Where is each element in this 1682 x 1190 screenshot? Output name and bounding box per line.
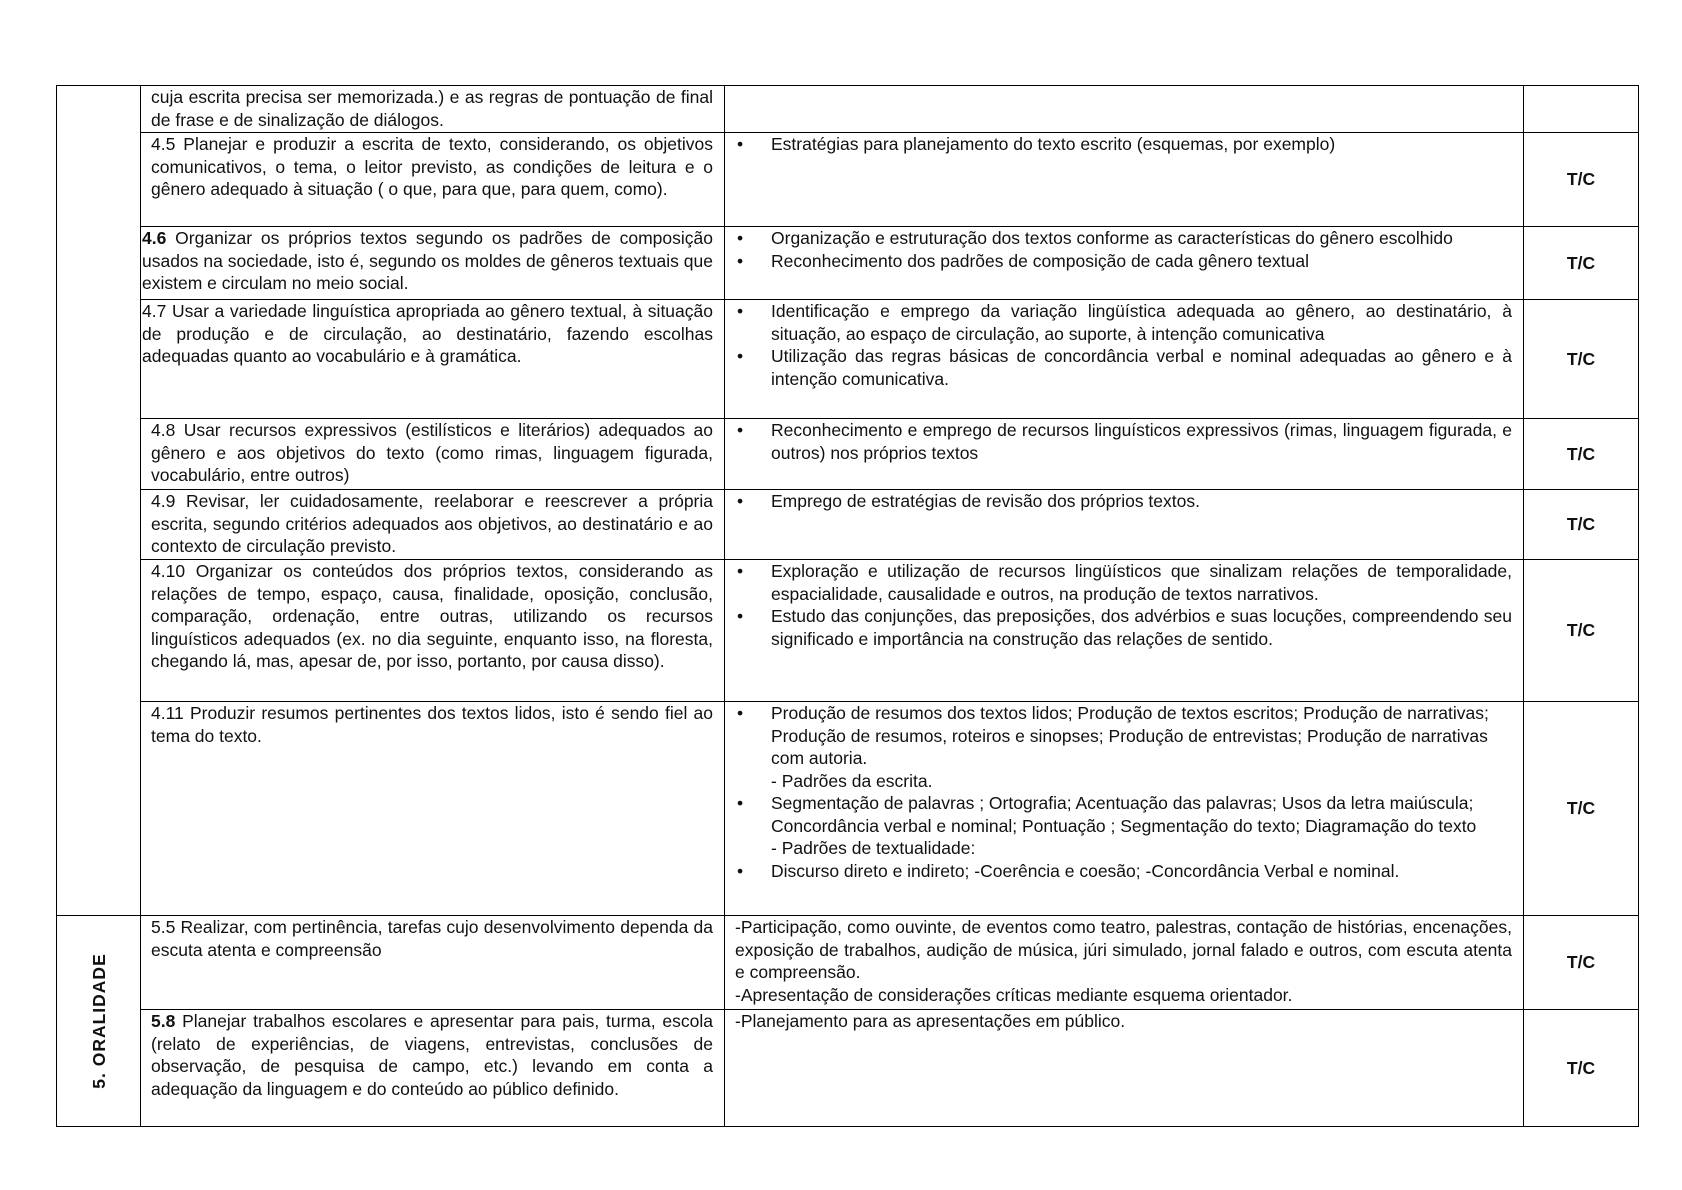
type-cell: [1524, 133, 1639, 227]
skill-text: 4.10 Organizar os conteúdos dos próprios textos, considerando as relações de tempo, espaço, causa, finalidade, oposição, conclusão, comparação, ordenação, entre outras, utilizando os recursos linguísticos adequados (ex. no dia seguinte, enquanto isso, na floresta, chegando lá, mas, apesar de, por isso, portanto, por causa disso).: [151, 561, 713, 671]
content-item: • Organização e estruturação dos textos conforme as características do gênero escolhido: [771, 227, 1512, 250]
content-item: • Exploração e utilização de recursos lingüísticos que sinalizam relações de temporalidade, espacialidade, causalidade e outros, na produção de textos narrativos.: [771, 560, 1512, 605]
content-item: • Reconhecimento e emprego de recursos linguísticos expressivos (rimas, linguagem figurada, e outros) nos próprios textos: [771, 419, 1512, 464]
content-subheading: - Padrões da escrita.: [771, 770, 933, 791]
skill-cell: [141, 133, 725, 227]
content-item: [771, 792, 1512, 860]
content-text: Produção de resumos dos textos lidos; Produção de textos escritos; Produção de narrativas; Produção de resumos, roteiros e sinopses; Produção de entrevistas; Produção de narrativas com autoria.: [771, 703, 1489, 768]
type-cell: [1524, 419, 1639, 490]
type-label: T/C: [1566, 169, 1596, 190]
content-cell: [725, 490, 1524, 560]
section-title: 5. ORALIDADE: [88, 953, 109, 1089]
table-row: [57, 419, 1639, 490]
table-row: [57, 490, 1639, 560]
skill-text: cuja escrita precisa ser memorizada.) e as regras de pontuação de final de frase e de sinalização de diálogos.: [151, 87, 713, 130]
table-row: [57, 560, 1639, 702]
type-cell: [1524, 560, 1639, 702]
table-row: [57, 1010, 1639, 1127]
skill-cell: [141, 916, 725, 1010]
curriculum-table: [56, 85, 1639, 1127]
content-cell: [725, 300, 1524, 419]
skill-cell: [141, 300, 725, 419]
skill-cell: [141, 702, 725, 916]
content-cell: [725, 916, 1524, 1010]
content-item: [771, 702, 1512, 792]
skill-cell: [141, 419, 725, 490]
skill-cell: [141, 1010, 725, 1127]
skill-text: 4.5 Planejar e produzir a escrita de texto, considerando, os objetivos comunicativos, o tema, o leitor previsto, as condições de leitura e o gênero adequado à situação ( o que, para que, para quem, como).: [151, 134, 713, 199]
skill-text: Organizar os próprios textos segundo os padrões de composição usados na sociedade, isto é, segundo os moldes de gêneros textuais que existem e circulam no meio social.: [142, 228, 713, 293]
skill-cell: [141, 560, 725, 702]
skill-cell: [141, 227, 725, 300]
content-item: • Utilização das regras básicas de concordância verbal e nominal adequadas ao gênero e à intenção comunicativa.: [771, 345, 1512, 390]
content-text: -Participação, como ouvinte, de eventos como teatro, palestras, contação de histórias, encenações, exposição de trabalhos, audição de música, júri simulado, jornal falado e outros, com escuta atenta e compreensão.: [735, 917, 1512, 982]
skill-cell: [141, 86, 725, 133]
content-item: • Emprego de estratégias de revisão dos próprios textos.: [771, 490, 1512, 513]
content-text: Segmentação de palavras ; Ortografia; Acentuação das palavras; Usos da letra maiúscula; Concordância verbal e nominal; Pontuação ; Segmentação do texto; Diagramação do texto: [771, 793, 1477, 836]
type-cell: [1524, 702, 1639, 916]
type-cell: [1524, 86, 1639, 133]
table-row: [57, 916, 1639, 1010]
content-cell: [725, 86, 1524, 133]
content-subheading: - Padrões de textualidade:: [771, 838, 976, 858]
content-cell: [725, 419, 1524, 490]
content-cell: [725, 560, 1524, 702]
type-label: T/C: [1566, 952, 1596, 973]
skill-text: Planejar trabalhos escolares e apresentar para pais, turma, escola (relato de experiências, de viagens, entrevistas, conclusões de observação, de pesquisa de campo, etc.) levando em conta a adequação da linguagem e do conteúdo ao público definido.: [151, 1011, 713, 1099]
type-label: T/C: [1566, 252, 1596, 273]
type-cell: [1524, 490, 1639, 560]
content-item: • Estudo das conjunções, das preposições, dos advérbios e suas locuções, compreendendo seu significado e importância na construção das relações de sentido.: [771, 605, 1512, 650]
table-row: [57, 227, 1639, 300]
table-row: [57, 86, 1639, 133]
content-cell: [725, 1010, 1524, 1127]
skill-text: 4.11 Produzir resumos pertinentes dos textos lidos, isto é sendo fiel ao tema do texto.: [151, 703, 713, 746]
skill-text: 5.5 Realizar, com pertinência, tarefas cujo desenvolvimento dependa da escuta atenta e compreensão: [151, 917, 713, 960]
type-label: T/C: [1566, 798, 1596, 819]
skill-code: 5.8: [151, 1011, 176, 1031]
type-cell: [1524, 1010, 1639, 1127]
type-label: T/C: [1566, 1057, 1596, 1078]
skill-text: 4.8 Usar recursos expressivos (estilísticos e literários) adequados ao gênero e aos objetivos do texto (como rimas, linguagem figurada, vocabulário, entre outros): [151, 420, 713, 485]
type-cell: [1524, 300, 1639, 419]
type-cell: [1524, 227, 1639, 300]
section-label-cell: [57, 916, 141, 1127]
content-text: -Apresentação de considerações críticas mediante esquema orientador.: [735, 984, 1293, 1005]
type-label: T/C: [1566, 514, 1596, 535]
content-item: • Identificação e emprego da variação lingüística adequada ao gênero, ao destinatário, à situação, ao espaço de circulação, ao suporte, à intenção comunicativa: [771, 300, 1512, 345]
skill-cell: [141, 490, 725, 560]
type-label: T/C: [1566, 443, 1596, 464]
content-cell: [725, 702, 1524, 916]
table-row: [57, 702, 1639, 916]
type-label: T/C: [1566, 620, 1596, 641]
skill-text: 4.9 Revisar, ler cuidadosamente, reelaborar e reescrever a própria escrita, segundo critérios adequados aos objetivos, ao destinatário e ao contexto de circulação previsto.: [151, 491, 713, 556]
type-label: T/C: [1566, 348, 1596, 369]
content-item: • Discurso direto e indireto; -Coerência e coesão; -Concordância Verbal e nominal.: [771, 860, 1512, 883]
content-cell: [725, 133, 1524, 227]
content-item: • Estratégias para planejamento do texto escrito (esquemas, por exemplo): [771, 133, 1512, 156]
content-cell: [725, 227, 1524, 300]
section-cell-empty: [57, 86, 141, 916]
type-cell: [1524, 916, 1639, 1010]
content-item: • Reconhecimento dos padrões de composição de cada gênero textual: [771, 250, 1512, 273]
skill-code: 4.6: [142, 228, 167, 248]
content-text: -Planejamento para as apresentações em público.: [735, 1011, 1126, 1031]
table-row: [57, 133, 1639, 227]
table-row: [57, 300, 1639, 419]
skill-text: 4.7 Usar a variedade linguística apropriada ao gênero textual, à situação de produção e de circulação, ao destinatário, fazendo escolhas adequadas quanto ao vocabulário e à gramática.: [142, 301, 713, 366]
